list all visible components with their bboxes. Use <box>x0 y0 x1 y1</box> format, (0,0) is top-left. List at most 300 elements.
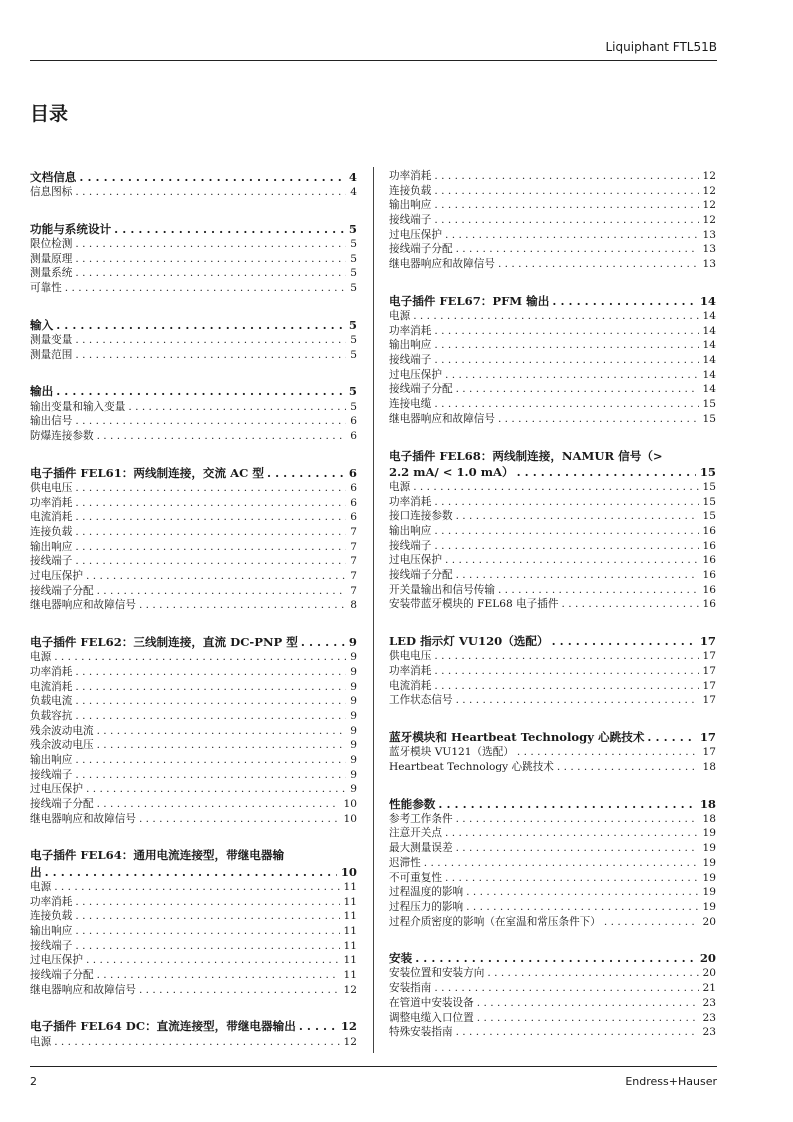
dot-leader <box>431 324 698 339</box>
dot-leader <box>431 539 698 554</box>
toc-entry-page-number: 20 <box>702 915 716 928</box>
toc-entry-label: 继电器响应和故障信号 <box>30 599 136 612</box>
dot-leader <box>474 996 699 1011</box>
toc-entry-label: 蓝牙模块 VU121（选配） <box>389 746 514 759</box>
toc-entry-page-number: 14 <box>702 354 716 367</box>
toc-section-heading[interactable] <box>30 383 357 399</box>
toc-section-heading-page-number: 9 <box>348 635 357 649</box>
toc-entry[interactable] <box>30 768 357 783</box>
toc-entry-page-number: 15 <box>702 510 716 523</box>
toc-entry[interactable] <box>389 309 716 324</box>
toc-entry-label: 电源 <box>389 310 411 322</box>
toc-entry-page-number: 19 <box>702 900 716 913</box>
dot-leader <box>442 368 699 383</box>
dot-leader <box>431 397 698 412</box>
toc-entry[interactable] <box>389 184 716 199</box>
toc-entry[interactable] <box>389 242 716 257</box>
toc-section-heading-page-number: 10 <box>340 864 357 879</box>
toc-entry-label: 残余波动电压 <box>30 739 94 752</box>
dot-leader <box>431 353 698 368</box>
dot-leader <box>83 782 346 797</box>
toc-section-heading-page-number: 14 <box>699 293 716 308</box>
toc-section <box>389 293 716 427</box>
toc-entry-page-number: 5 <box>350 252 357 265</box>
toc-entry-label: 功率消耗 <box>389 664 432 677</box>
toc-entry-page-number: 18 <box>702 760 716 773</box>
toc-entry-page-number: 13 <box>702 228 716 241</box>
toc-entry[interactable] <box>389 856 716 871</box>
dot-leader <box>51 1035 339 1050</box>
toc-entry-label: 过电压保护 <box>389 228 442 241</box>
toc-entry[interactable] <box>30 953 357 968</box>
dot-leader <box>136 598 346 613</box>
column-divider <box>373 167 374 1053</box>
toc-entry[interactable] <box>30 812 357 827</box>
toc-entry[interactable] <box>389 966 716 981</box>
toc-section-heading[interactable] <box>389 796 716 812</box>
toc-entry[interactable] <box>389 509 716 524</box>
toc-entry[interactable] <box>389 693 716 708</box>
toc-entry[interactable] <box>30 924 357 939</box>
toc-entry[interactable] <box>30 709 357 724</box>
toc-section-heading-label: 安装 <box>389 951 413 966</box>
toc-entry[interactable] <box>389 257 716 272</box>
toc-entry[interactable] <box>389 900 716 915</box>
toc-entry-label: 输出信号 <box>30 415 73 428</box>
toc-entry[interactable] <box>30 481 357 496</box>
toc-entry[interactable] <box>389 495 716 510</box>
toc-entry-page-number: 8 <box>350 599 357 612</box>
toc-entry[interactable] <box>30 281 357 296</box>
dot-leader <box>495 257 699 272</box>
dot-leader <box>549 293 695 309</box>
dot-leader <box>72 237 346 252</box>
toc-entry-page-number: 12 <box>343 983 357 996</box>
toc-entry-page-number: 19 <box>702 842 716 855</box>
toc-entry-page-number: 16 <box>702 539 716 552</box>
toc-entry[interactable] <box>30 540 357 555</box>
toc-entry-page-number: 21 <box>702 982 716 995</box>
toc-entry[interactable] <box>30 680 357 695</box>
toc-entry-label: 继电器响应和故障信号 <box>30 812 136 825</box>
toc-section-heading-label: 出 <box>30 864 42 879</box>
toc-entry-label: 接线端子 <box>30 939 73 952</box>
toc-entry[interactable] <box>389 679 716 694</box>
toc-entry-page-number: 11 <box>343 895 357 908</box>
toc-entry[interactable] <box>389 480 716 495</box>
toc-entry-page-number: 14 <box>702 339 716 352</box>
dot-leader <box>558 597 698 612</box>
toc-entry-page-number: 15 <box>702 398 716 411</box>
toc-section-heading-page-number: 15 <box>699 464 716 479</box>
toc-entry-label: 功率消耗 <box>30 895 73 908</box>
dot-leader <box>421 856 699 871</box>
toc-section <box>30 1018 357 1049</box>
toc-entry-label: 过电压保护 <box>30 783 83 796</box>
toc-entry-page-number: 5 <box>350 400 357 413</box>
toc-section <box>389 796 716 930</box>
toc-entry[interactable] <box>389 1011 716 1026</box>
toc-entry-label: 输出变量和输入变量 <box>30 400 126 413</box>
toc-entry-label: 测量系统 <box>30 267 73 280</box>
toc-entry-page-number: 9 <box>350 783 357 796</box>
toc-entry[interactable] <box>389 649 716 664</box>
toc-section-heading-page-number: 6 <box>348 465 357 480</box>
toc-entry-page-number: 11 <box>343 968 357 981</box>
toc-entry-label: 接线端子分配 <box>389 383 453 396</box>
toc-entry[interactable] <box>30 909 357 924</box>
footer-brand: Endress+Hauser <box>625 1075 717 1088</box>
toc-entry[interactable] <box>389 871 716 886</box>
toc-entry-page-number: 5 <box>350 267 357 280</box>
toc-entry[interactable] <box>30 880 357 895</box>
dot-leader <box>51 880 339 895</box>
toc-entry-page-number: 12 <box>702 170 716 182</box>
toc-entry-label: 接线端子 <box>389 539 432 552</box>
toc-entry-page-number: 20 <box>702 967 716 980</box>
toc-section-heading[interactable] <box>389 293 716 309</box>
toc-entry-label: 接线端子 <box>30 555 73 568</box>
toc-entry[interactable] <box>30 782 357 797</box>
toc-entry-label: 过程压力的影响 <box>389 900 464 913</box>
toc-entry[interactable] <box>30 525 357 540</box>
toc-entry-label: 供电电压 <box>30 481 73 494</box>
toc-section-heading-line[interactable]: 电子插件 FEL68：两线制连接，NAMUR 信号（> <box>389 448 663 463</box>
toc-entry[interactable] <box>389 841 716 856</box>
toc-entry[interactable] <box>30 895 357 910</box>
toc-entry[interactable] <box>389 338 716 353</box>
toc-entry[interactable] <box>30 983 357 998</box>
dot-leader <box>442 871 699 886</box>
dot-leader <box>72 924 339 939</box>
toc-entry-label: 输出响应 <box>389 339 432 352</box>
toc-section-heading-label: 文档信息 <box>30 170 77 184</box>
dot-leader <box>463 900 698 915</box>
toc-entry[interactable] <box>30 968 357 983</box>
toc-entry-label: 负载电流 <box>30 695 73 708</box>
dot-leader <box>484 966 698 981</box>
toc-entry-label: 过电压保护 <box>389 368 442 381</box>
toc-entry[interactable] <box>30 753 357 768</box>
toc-right-column <box>389 169 716 1040</box>
toc-entry-label: 供电电压 <box>389 650 432 663</box>
toc-entry-label: 输出响应 <box>389 199 432 212</box>
toc-entry[interactable] <box>30 939 357 954</box>
dot-leader <box>94 968 340 983</box>
toc-entry[interactable] <box>30 797 357 812</box>
toc-entry[interactable] <box>389 382 716 397</box>
toc-entry-label: 过电压保护 <box>30 954 83 967</box>
toc-entry-page-number: 9 <box>350 768 357 781</box>
toc-section <box>30 221 357 296</box>
toc-entry[interactable] <box>389 539 716 554</box>
toc-entry-label: 功率消耗 <box>389 495 432 508</box>
toc-entry[interactable] <box>30 496 357 511</box>
toc-entry-page-number: 17 <box>702 679 716 692</box>
toc-entry-label: 测量范围 <box>30 348 73 361</box>
toc-section-heading-page-number: 5 <box>348 384 357 399</box>
toc-entry-page-number: 11 <box>343 954 357 967</box>
dot-leader <box>72 768 346 783</box>
toc-entry[interactable] <box>30 724 357 739</box>
dot-leader <box>72 753 346 768</box>
toc-entry-label: 开关量输出和信号传输 <box>389 583 495 596</box>
toc-entry-label: 接线端子 <box>389 354 432 367</box>
toc-entry-page-number: 6 <box>350 496 357 509</box>
toc-entry-page-number: 7 <box>350 525 357 538</box>
dot-leader <box>601 915 699 930</box>
toc-entry-page-number: 16 <box>702 524 716 537</box>
toc-entry-page-number: 23 <box>702 1011 716 1024</box>
toc-entry[interactable] <box>389 353 716 368</box>
toc-entry-page-number: 9 <box>350 739 357 752</box>
toc-entry[interactable] <box>389 169 716 184</box>
toc-entry[interactable] <box>389 524 716 539</box>
toc-entry-page-number: 9 <box>350 680 357 693</box>
dot-leader <box>298 634 345 650</box>
toc-entry[interactable] <box>389 228 716 243</box>
toc-entry[interactable] <box>30 694 357 709</box>
toc-entry[interactable] <box>389 885 716 900</box>
toc-entry-label: 残余波动电流 <box>30 724 94 737</box>
toc-entry[interactable] <box>389 368 716 383</box>
dot-leader <box>83 569 346 584</box>
document-product-name: Liquiphant FTL51B <box>605 40 717 54</box>
toc-entry[interactable] <box>30 569 357 584</box>
toc-section-heading-label: 输入 <box>30 317 54 332</box>
toc-entry-label: 调整电缆入口位置 <box>389 1011 474 1024</box>
dot-leader <box>474 1011 699 1026</box>
toc-entry[interactable] <box>30 665 357 680</box>
toc-entry-page-number: 9 <box>350 651 357 664</box>
dot-leader <box>72 414 346 429</box>
toc-entry-label: 信息图标 <box>30 186 73 199</box>
toc-entry[interactable] <box>389 760 716 775</box>
dot-leader <box>72 333 346 348</box>
toc-entry[interactable] <box>30 185 357 200</box>
dot-leader <box>53 317 345 333</box>
dot-leader <box>431 664 698 679</box>
toc-entry-page-number: 19 <box>702 827 716 840</box>
dot-leader <box>72 481 346 496</box>
toc-entry-label: Heartbeat Technology 心跳技术 <box>389 760 554 773</box>
toc-entry[interactable] <box>389 583 716 598</box>
toc-entry[interactable] <box>30 650 357 665</box>
toc-entry[interactable] <box>30 738 357 753</box>
toc-entry-page-number: 9 <box>350 709 357 722</box>
toc-section-heading-page-number: 4 <box>348 170 357 184</box>
toc-entry-page-number: 12 <box>343 1035 357 1048</box>
toc-entry[interactable] <box>389 664 716 679</box>
footer-divider <box>30 1066 717 1067</box>
toc-entry[interactable] <box>30 348 357 363</box>
toc-section-heading[interactable] <box>389 464 716 480</box>
toc-entry[interactable] <box>389 996 716 1011</box>
toc-entry[interactable] <box>30 414 357 429</box>
dot-leader <box>72 554 346 569</box>
dot-leader <box>463 885 698 900</box>
toc-entry-page-number: 5 <box>350 238 357 251</box>
toc-section <box>389 448 716 613</box>
dot-leader <box>431 213 698 228</box>
toc-entry-page-number: 4 <box>350 186 357 199</box>
toc-entry[interactable] <box>389 397 716 412</box>
toc-entry-label: 电源 <box>30 880 52 893</box>
toc-entry-label: 继电器响应和故障信号 <box>389 258 495 271</box>
dot-leader <box>431 169 698 184</box>
toc-entry[interactable] <box>30 252 357 267</box>
toc-entry[interactable] <box>389 412 716 427</box>
toc-entry-page-number: 14 <box>702 310 716 322</box>
toc-entry[interactable] <box>30 510 357 525</box>
toc-entry-page-number: 7 <box>350 540 357 553</box>
toc-entry-label: 过电压保护 <box>30 569 83 582</box>
toc-entry-page-number: 9 <box>350 665 357 678</box>
toc-entry-page-number: 6 <box>350 429 357 442</box>
dot-leader <box>111 221 345 237</box>
toc-entry-page-number: 16 <box>702 569 716 581</box>
toc-entry-label: 接线端子 <box>30 768 73 781</box>
dot-leader <box>431 679 698 694</box>
dot-leader <box>72 252 346 267</box>
toc-entry-label: 过程介质密度的影响（在室温和常压条件下） <box>389 915 601 928</box>
dot-leader <box>412 950 696 966</box>
toc-entry-label: 安装带蓝牙模块的 FEL68 电子插件 <box>389 598 559 611</box>
toc-entry[interactable] <box>30 1035 357 1050</box>
toc-entry-label: 接线端子分配 <box>30 584 94 597</box>
toc-entry-page-number: 9 <box>350 724 357 737</box>
toc-entry[interactable] <box>389 198 716 213</box>
toc-section <box>30 317 357 363</box>
toc-section-heading[interactable] <box>30 317 357 333</box>
dot-leader <box>453 242 699 257</box>
toc-section-heading[interactable] <box>30 634 357 650</box>
dot-leader <box>94 724 347 739</box>
toc-entry-page-number: 14 <box>702 368 716 381</box>
toc-entry[interactable] <box>389 812 716 827</box>
toc-section-heading[interactable] <box>30 1018 357 1034</box>
toc-entry[interactable] <box>389 915 716 930</box>
toc-entry-label: 注意开关点 <box>389 827 442 840</box>
toc-entry[interactable] <box>389 981 716 996</box>
toc-section-heading-page-number: 12 <box>340 1019 357 1034</box>
toc-section-heading-page-number: 5 <box>348 221 357 236</box>
toc-entry[interactable] <box>389 324 716 339</box>
dot-leader <box>62 281 346 296</box>
toc-entry[interactable] <box>389 826 716 841</box>
toc-entry-label: 迟滞性 <box>389 856 421 869</box>
toc-section-heading[interactable] <box>30 864 357 880</box>
toc-section-heading-label: 蓝牙模块和 Heartbeat Technology 心跳技术 <box>389 730 645 744</box>
toc-entry[interactable] <box>30 554 357 569</box>
toc-entry[interactable] <box>30 333 357 348</box>
toc-entry-label: 过程温度的影响 <box>389 886 464 899</box>
toc-entry-page-number: 10 <box>343 812 357 825</box>
toc-entry[interactable] <box>389 597 716 612</box>
header-divider <box>30 60 717 61</box>
dot-leader <box>72 496 346 511</box>
toc-entry-label: 输出响应 <box>30 924 73 937</box>
toc-section-heading[interactable] <box>30 221 357 237</box>
toc-entry-page-number: 6 <box>350 415 357 428</box>
toc-entry-label: 参考工作条件 <box>389 812 453 825</box>
toc-section <box>30 383 357 443</box>
toc-section-heading-line[interactable]: 电子插件 FEL64：通用电流连接型，带继电器输 <box>30 848 285 863</box>
toc-entry[interactable] <box>389 568 716 583</box>
toc-entry[interactable] <box>389 745 716 760</box>
dot-leader <box>72 939 339 954</box>
toc-entry-page-number: 11 <box>343 880 357 893</box>
toc-section-heading-page-number: 5 <box>348 317 357 332</box>
dot-leader <box>435 796 695 812</box>
dot-leader <box>72 266 346 281</box>
dot-leader <box>431 495 698 510</box>
toc-entry-page-number: 18 <box>702 812 716 825</box>
toc-entry-label: 安装位置和安装方向 <box>389 967 485 980</box>
toc-entry-page-number: 16 <box>702 583 716 596</box>
dot-leader <box>76 169 345 185</box>
toc-entry-page-number: 13 <box>702 258 716 271</box>
dot-leader <box>72 348 346 363</box>
toc-entry-label: 继电器响应和故障信号 <box>30 983 136 996</box>
dot-leader <box>72 909 339 924</box>
toc-section-heading[interactable] <box>389 633 716 649</box>
toc-section-heading[interactable] <box>30 169 357 185</box>
dot-leader <box>83 953 340 968</box>
toc-entry[interactable] <box>389 553 716 568</box>
toc-entry-label: 工作状态信号 <box>389 694 453 707</box>
toc-entry-page-number: 11 <box>343 939 357 952</box>
toc-entry[interactable] <box>30 584 357 599</box>
toc-entry[interactable] <box>30 598 357 613</box>
toc-entry-page-number: 10 <box>343 798 357 811</box>
toc-entry-label: 负载容抗 <box>30 709 73 722</box>
toc-entry-label: 在管道中安装设备 <box>389 996 474 1009</box>
toc-entry[interactable] <box>30 429 357 444</box>
toc-entry-page-number: 15 <box>702 495 716 508</box>
dot-leader <box>94 429 347 444</box>
toc-section-heading-label: 2.2 mA/ < 1.0 mA） <box>389 464 514 479</box>
dot-leader <box>453 812 699 827</box>
toc-entry[interactable] <box>30 400 357 415</box>
toc-entry[interactable] <box>389 1025 716 1040</box>
toc-entry[interactable] <box>30 266 357 281</box>
toc-entry-label: 继电器响应和故障信号 <box>389 412 495 425</box>
toc-section-heading-label: 电子插件 FEL64 DC：直流连接型，带继电器输出 <box>30 1019 296 1034</box>
dot-leader <box>549 633 696 649</box>
toc-section <box>389 169 716 272</box>
toc-entry[interactable] <box>389 213 716 228</box>
toc-section-heading[interactable] <box>389 729 716 745</box>
toc-section-heading[interactable] <box>389 950 716 966</box>
dot-leader <box>514 464 696 480</box>
toc-section-heading-label: 电子插件 FEL67：PFM 输出 <box>389 293 550 308</box>
toc-entry[interactable] <box>30 237 357 252</box>
toc-entry-label: 过电压保护 <box>389 554 442 567</box>
toc-entry-page-number: 17 <box>702 664 716 677</box>
dot-leader <box>554 760 699 775</box>
dot-leader <box>94 738 347 753</box>
toc-entry-page-number: 7 <box>350 569 357 582</box>
toc-section-heading[interactable] <box>30 465 357 481</box>
toc-entry-page-number: 5 <box>350 348 357 361</box>
toc-entry-label: 限位检测 <box>30 238 73 251</box>
toc-entry-label: 安装指南 <box>389 982 432 995</box>
dot-leader <box>94 584 347 599</box>
toc-entry-page-number: 16 <box>702 554 716 567</box>
dot-leader <box>442 553 699 568</box>
dot-leader <box>453 841 699 856</box>
